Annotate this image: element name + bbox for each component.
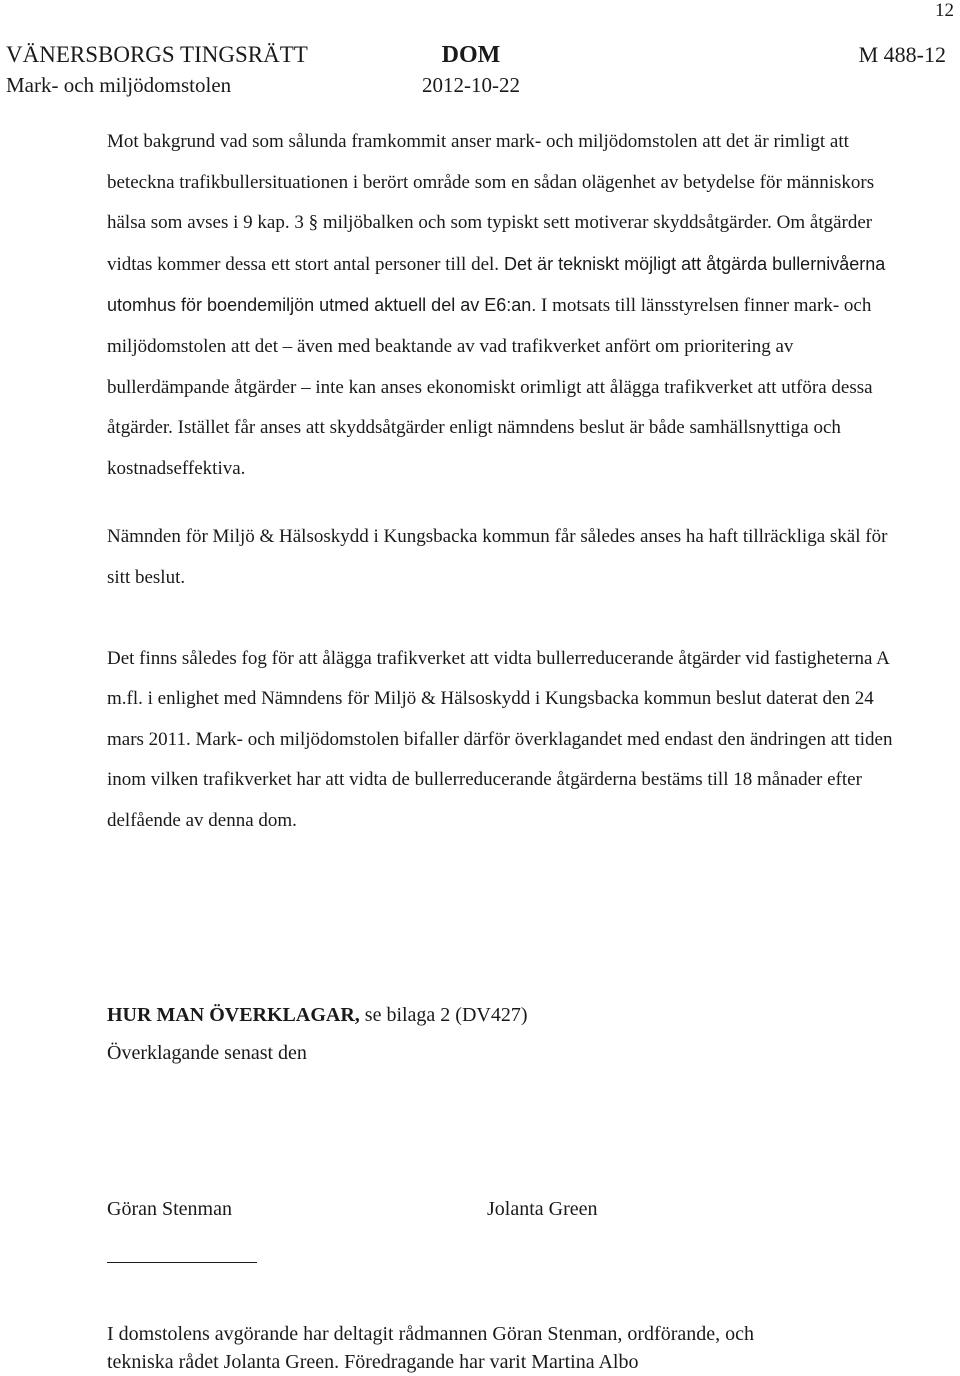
footer-line-2: tekniska rådet Jolanta Green. Föredragande har varit Martina Albo xyxy=(107,1351,639,1373)
paragraph-ruling: Det finns således fog för att ålägga trafikverket att vidta bullerreducerande åtgärder vid fastigheterna A m.fl. i enlighet med Nämndens för Miljö & Hälsoskydd i Kungsbacka kommun beslut daterat den 24 mars 2011. Mark- och miljödomstolen bifaller därför överklagandet med endast den ändringen att tiden inom vilken trafikverket har att vidta de bullerreducerande åtgärderna bestäms till 18 månader efter delfående av denna dom. xyxy=(107,647,893,831)
paragraph-reasoning-part3: I motsats till länsstyrelsen finner mark- och miljödomstolen att det – även med beaktande av vad trafikverket anfört om prioritering av bullerdämpande åtgärder – inte kan anses ekonomiskt orimligt att ålägga trafikverket att utföra dessa åtgärder. Istället får anses att skyddsåtgärder enligt nämndens beslut är både samhällsnyttiga och kostnadseffektiva. xyxy=(107,295,873,479)
paragraph-reasoning-part1: Mot bakgrund vad som sålunda framkommit anser mark- och miljödomstolen att det är rimligt att beteckna trafikbullersituationen i berört område som en sådan olägenhet av betydelse för människors hälsa som avses i 9 kap. 3 § miljöbalken och som typiskt sett motiverar skyddsåtgärder. Om åtgärder vidtas kommer dessa ett stort antal personer till del. xyxy=(107,131,875,275)
appeal-reference: se bilaga 2 (DV427) xyxy=(359,1004,528,1026)
court-block xyxy=(6,40,308,100)
signature-block xyxy=(107,1198,807,1278)
court-department: Mark- och miljödomstolen xyxy=(6,73,232,97)
signature-divider xyxy=(107,1262,257,1263)
document-type-block xyxy=(422,40,520,100)
appeal-section xyxy=(107,996,528,1072)
signer-2: Jolanta Green xyxy=(487,1198,598,1220)
appeal-heading-line xyxy=(107,996,528,1034)
document-type: DOM xyxy=(441,42,501,68)
court-name: VÄNERSBORGS TINGSRÄTT xyxy=(6,42,308,67)
footer-note xyxy=(107,1320,907,1376)
paragraph-reasoning xyxy=(107,122,907,489)
appeal-deadline-label: Överklagande senast den xyxy=(107,1042,307,1064)
paragraph-reasoning-part2: Det är tekniskt möjligt att åtgärda bullernivåerna utomhus för boendemiljön utmed aktuell del av E6:an. xyxy=(107,253,886,316)
signer-1: Göran Stenman xyxy=(107,1198,232,1220)
page-number: 12 xyxy=(935,0,954,21)
document-body xyxy=(107,122,907,842)
case-number: M 488-12 xyxy=(858,42,946,67)
document-date: 2012-10-22 xyxy=(422,73,520,97)
paragraph-committee: Nämnden för Miljö & Hälsoskydd i Kungsbacka kommun får således anses ha haft tillräckliga skäl för sitt beslut. xyxy=(107,526,888,588)
appeal-heading: HUR MAN ÖVERKLAGAR, xyxy=(107,1004,360,1026)
document-header xyxy=(0,40,960,100)
footer-line-1: I domstolens avgörande har deltagit rådmannen Göran Stenman, ordförande, och xyxy=(107,1323,755,1345)
